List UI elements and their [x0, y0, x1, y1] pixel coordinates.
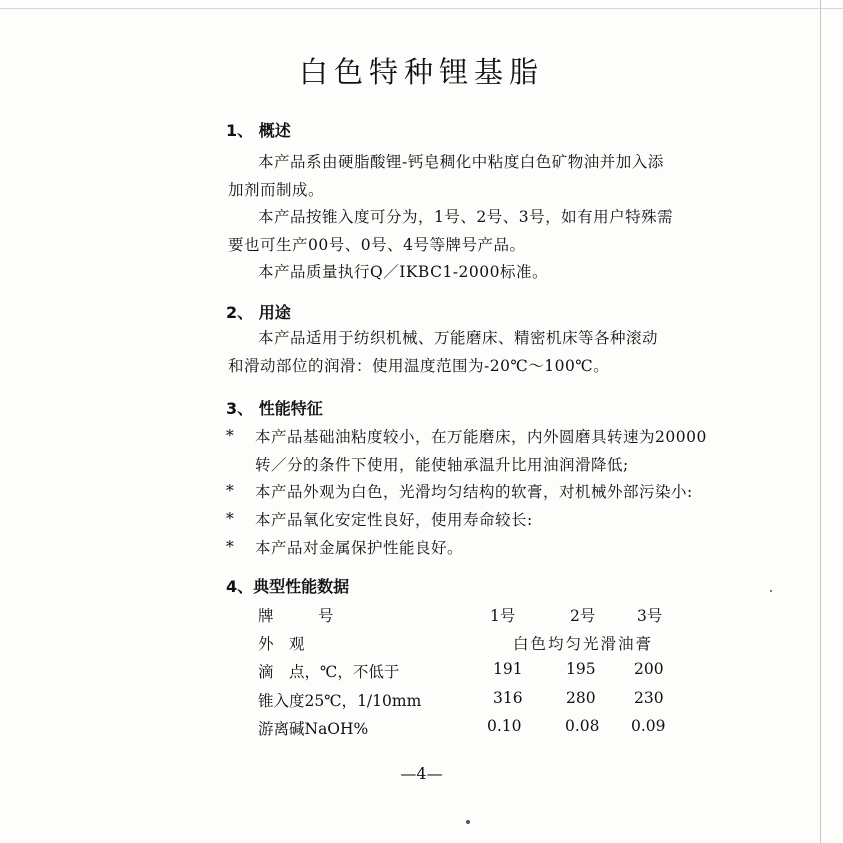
page-number: —4—	[400, 764, 443, 783]
scan-edge-top	[0, 8, 843, 9]
scan-edge-right	[820, 0, 821, 843]
section-heading-features: 3、 性能特征	[226, 399, 323, 418]
bullet-marker: *	[226, 427, 235, 445]
table-header-label-2: 号	[318, 607, 334, 625]
usage-line2: 和滑动部位的润滑：使用温度范围为-20℃～100℃。	[228, 357, 610, 375]
overview-p1-line2: 加剂而制成。	[228, 181, 325, 199]
usage-line1: 本产品适用于纺织机械、万能磨床、精密机床等各种滚动	[258, 329, 659, 347]
table-cell: 280	[566, 689, 596, 707]
page-title: 白色特种锂基脂	[298, 55, 544, 89]
table-row-label: 滴 点，℃，不低于	[258, 663, 400, 681]
feature-item-4: 本产品对金属保护性能良好。	[255, 539, 464, 557]
feature-item-1-line2: 转／分的条件下使用，能使轴承温升比用油润滑降低;	[255, 456, 629, 474]
overview-p2-line2: 要也可生产00号、0号、4号等牌号产品。	[228, 236, 526, 254]
table-cell: 0.09	[631, 717, 666, 735]
table-header-grade-2: 2号	[570, 607, 596, 625]
feature-item-2: 本产品外观为白色，光滑均匀结构的软膏，对机械外部污染小:	[255, 483, 693, 501]
table-cell: 200	[634, 660, 664, 678]
table-row-label: 外 观	[258, 635, 305, 653]
feature-item-3: 本产品氧化安定性良好，使用寿命较长:	[255, 511, 533, 529]
overview-p3: 本产品质量执行Q／IKBC1-2000标准。	[258, 263, 548, 281]
table-cell-merged: 白色均匀光滑油膏	[513, 635, 654, 653]
section-heading-usage: 2、 用途	[226, 303, 291, 322]
table-cell: 0.08	[565, 717, 600, 735]
feature-item-1-line1: 本产品基础油粘度较小，在万能磨床，内外圆磨具转速为20000	[255, 428, 707, 446]
table-row-label: 游离碱NaOH%	[258, 720, 369, 738]
bullet-marker: *	[226, 510, 235, 528]
table-row-label: 锥入度25℃，1/10mm	[258, 692, 422, 710]
scan-speck	[466, 820, 470, 824]
overview-p2-line1: 本产品按锥入度可分为，1号、2号、3号，如有用户特殊需	[258, 208, 674, 226]
table-header-grade-3: 3号	[637, 607, 663, 625]
section-heading-overview: 1、 概述	[226, 121, 291, 140]
table-cell: 195	[566, 660, 596, 678]
table-header-label-1: 牌	[258, 607, 274, 625]
table-cell: 316	[493, 689, 523, 707]
overview-p1-line1: 本产品系由硬脂酸锂-钙皂稠化中粘度白色矿物油并加入添	[258, 153, 664, 171]
bullet-marker: *	[226, 482, 235, 500]
bullet-marker: *	[226, 538, 235, 556]
table-cell: 191	[493, 660, 523, 678]
scan-speck	[770, 590, 772, 592]
table-cell: 230	[634, 689, 664, 707]
section-heading-data: 4、典型性能数据	[226, 577, 350, 596]
table-cell: 0.10	[487, 717, 522, 735]
table-header-grade-1: 1号	[490, 607, 516, 625]
